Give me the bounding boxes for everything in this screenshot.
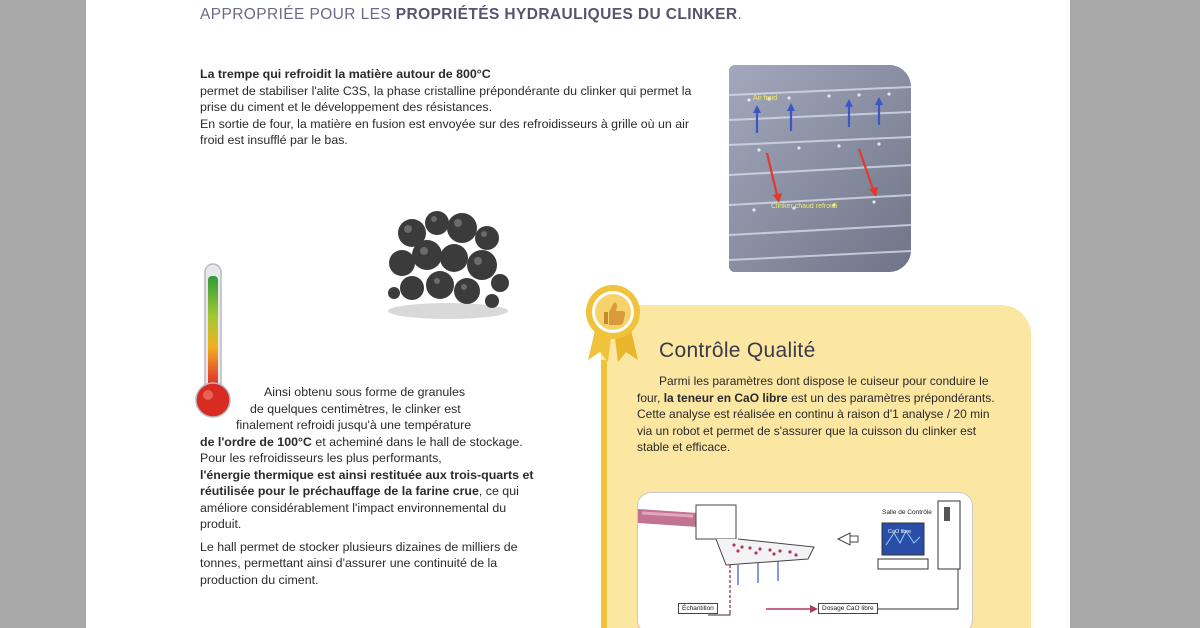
diagram-label-sample: Échantillon [678, 603, 718, 614]
cooler-grate-photo [729, 65, 911, 272]
intro-text-1: permet de stabiliser l'alite C3S, la phase cristalline prépondérante du clinker qui permet la prise du ciment et le développement des résistances. [200, 83, 692, 114]
cooling-line-2: de quelques centimètres, le clinker est [250, 401, 461, 416]
process-diagram [637, 492, 973, 628]
headline-bold: PROPRIÉTÉS HYDRAULIQUES DU CLINKER [395, 6, 738, 23]
headline-normal: APPROPRIÉE POUR LES [200, 6, 396, 23]
quality-text [637, 373, 997, 456]
diagram-label-assay: Dosage CaO libre [818, 603, 878, 614]
quality-text-bold: la teneur en CaO libre [663, 390, 788, 405]
quality-title: Contrôle Qualité [659, 339, 816, 362]
grate-label-clinker: Clinker chaud refroidi [771, 203, 838, 210]
cooling-bold-2: l'énergie thermique est ainsi restituée aux trois-quarts et réutilisée pour le préchauffage de la farine crue [200, 467, 534, 498]
diagram-label-screen: CaO libre [888, 529, 912, 535]
intro-paragraph [200, 66, 700, 149]
cooling-p3: Le hall permet de stocker plusieurs dizaines de milliers de tonnes, permettant ainsi d'assurer une continuité de la production du ciment. [200, 539, 518, 587]
diagram-label-control-room: Salle de Contrôle [882, 509, 932, 516]
grate-label-air: Air froid [753, 95, 778, 102]
headline-end: . [737, 6, 743, 23]
quality-stripe [601, 360, 607, 628]
cooling-paragraph [200, 384, 542, 594]
intro-bold: La trempe qui refroidit la matière autour de 800°C [200, 67, 491, 81]
headline [200, 6, 742, 24]
document-page [86, 0, 1070, 628]
cooling-p2-end: , ce qui améliore considérablement l'impact environnemental du produit. [200, 484, 519, 531]
quality-text-start: Parmi les paramètres dont dispose le cuiseur pour conduire le four, [637, 374, 989, 405]
intro-text-2: En sortie de four, la matière en fusion est envoyée sur des refroidisseurs à grille où un air froid est insufflé par le bas. [200, 116, 690, 147]
quality-text-end: est un des paramètres prépondérants. Cette analyse est réalisée en continu à raison d'1 analyse / 20 min via un robot et permet de s'assurer que la cuisson du clinker est stable et efficace. [637, 390, 995, 455]
clinker-photo [382, 193, 517, 325]
cooling-line-1: Ainsi obtenu sous forme de granules [264, 385, 466, 399]
cooling-bold-1: de l'ordre de 100°C [200, 434, 312, 449]
cooling-line-4: et acheminé dans le hall de stockage. [311, 434, 523, 449]
cooling-line-3: finalement refroidi jusqu'à une température [236, 418, 472, 432]
cooling-p2-start: Pour les refroidisseurs les plus performants, [200, 451, 442, 465]
thumbs-up-badge-icon [580, 282, 646, 364]
